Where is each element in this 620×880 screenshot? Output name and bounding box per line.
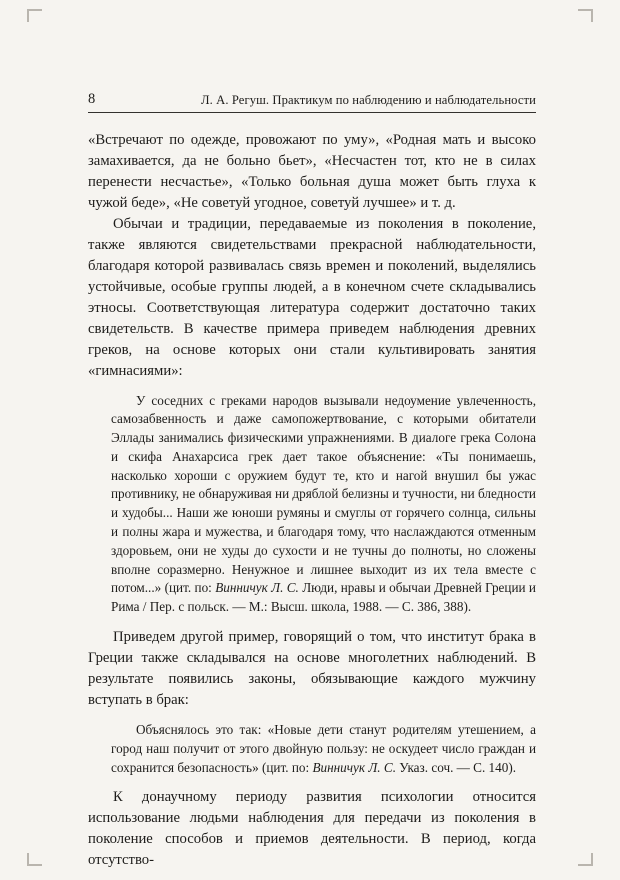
text-segment: У соседних с греками народов вызывали недоумение увлеченность, самозабвенность и даже самопожертвование, с которыми обитатели Эллады занимались физическими упражнениями. В диалоге грека Солона и скифа Анахарсиса грек дает такое объяснение: «Ты понимаешь, насколько хороши с оружием будут те, кто и нагой внушил бы ужас противнику, не обнаруживая ни дряблой белизны и тучности, ни бледности и худобы... Наши же юноши румяны и смуглы от горячего солнца, сильны и полны жара и мужества, и благодаря тому, что наслаждаются отменным здоровьем, они не худы до сухости и не тучны до полноты, но сложены вполне соразмерно. Ненужное и лишнее выходит из их тела вместе с потом...» (цит. по: (111, 392, 536, 596)
crop-mark-bottom-right-icon (578, 853, 593, 866)
text-segment: «Встречают по одежде, провожают по уму», «Родная мать и высоко замахивается, да не больно бьет», «Несчастен тот, кто не в силах перенести несчастье», «Только больная душа может быть глуха к чужой беде», «Не советуй угодное, советуй лучшее» и т. д. (88, 131, 536, 211)
crop-mark-bottom-left-icon (27, 853, 42, 866)
page-body (88, 130, 536, 872)
quote-paragraph (111, 721, 536, 777)
running-title: Л. А. Регуш. Практикум по наблюдению и наблюдательности (200, 92, 536, 107)
body-paragraph (88, 787, 536, 871)
body-paragraph (88, 627, 536, 711)
text-segment: Указ. соч. — С. 140). (396, 759, 517, 775)
text-segment: Приведем другой пример, говорящий о том, что институт брака в Греции также складывался на основе многолетних наблюдений. В результате появились законы, обязывающие каждого мужчину вступать в брак: (88, 629, 536, 709)
text-segment: Винничук Л. С. (312, 759, 396, 775)
body-paragraph (88, 130, 536, 214)
page-number: 8 (88, 91, 96, 107)
text-segment: Люди, нравы и обычаи Древней Греции и Рима / Пер. с польск. — М.: Высш. школа, 1988. — С. 386, 388). (111, 580, 536, 615)
text-segment: Объяснялось это так: «Новые дети станут родителям утешением, а город наш получит от этого двойную пользу: не оскудеет число граждан и сохранится безопасность» (цит. по: (111, 722, 536, 775)
text-segment: Винничук Л. С. (215, 580, 299, 596)
quote-paragraph (111, 392, 536, 618)
crop-mark-top-right-icon (578, 9, 593, 22)
text-segment: Обычаи и традиции, передаваемые из поколения в поколение, также являются свидетельствами прекрасной наблюдательности, благодаря которой развивалась связь времен и поколений, выделялись устойчивые, особые группы людей, а в конечном счете складывались этносы. Соответствующая литература содержит достаточно таких свидетельств. В качестве примера приведем наблюдения древних греков, на основе которых они стали культивировать занятия «гимнасиями»: (88, 215, 536, 379)
crop-mark-top-left-icon (27, 9, 42, 22)
body-paragraph (88, 214, 536, 382)
page-header (88, 92, 536, 113)
text-segment: К донаучному периоду развития психологии относится использование людьми наблюдения для передачи из поколения в поколение способов и приемов деятельности. В период, когда отсутство- (88, 789, 536, 869)
